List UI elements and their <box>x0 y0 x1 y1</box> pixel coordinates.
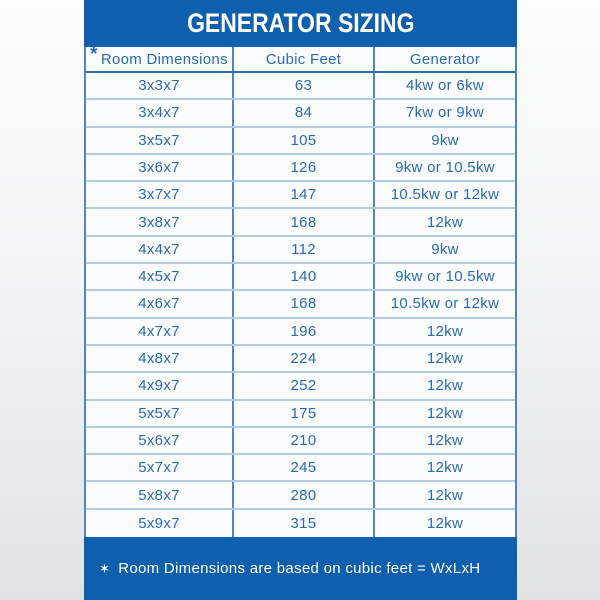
cubic-feet-cell: 126 <box>234 155 375 180</box>
cubic-feet-cell: 210 <box>234 428 375 453</box>
generator-cell: 12kw <box>426 514 464 532</box>
generator-cell: 12kw <box>426 213 464 231</box>
generator-cell: 9kw or 10.5kw <box>395 159 495 177</box>
table-row <box>86 510 515 537</box>
table-row <box>86 319 515 346</box>
cubic-feet-cell: 140 <box>234 264 375 289</box>
footnote-bar <box>84 537 517 600</box>
cubic-feet-cell: 315 <box>234 510 375 537</box>
generator-cell: 12kw <box>426 322 464 340</box>
generator-sizing-panel <box>84 0 517 600</box>
room-dimensions-cell: 3x7x7 <box>86 182 234 207</box>
room-dimensions-cell: 3x3x7 <box>86 73 234 98</box>
table-row <box>86 291 515 318</box>
generator-cell: 12kw <box>426 404 464 422</box>
cubic-feet-cell: 280 <box>234 482 375 507</box>
table-row <box>86 373 515 400</box>
table-row <box>86 237 515 264</box>
room-dimensions-cell: 4x5x7 <box>86 264 234 289</box>
header-generator: Generator <box>409 50 481 68</box>
footnote-text: Room Dimensions are based on cubic feet = WxLxH <box>118 560 481 577</box>
room-dimensions-cell: 4x4x7 <box>86 237 234 262</box>
table-row <box>86 209 515 236</box>
cubic-feet-cell: 84 <box>234 100 375 125</box>
generator-cell: 7kw or 9kw <box>405 104 485 122</box>
table-row <box>86 482 515 509</box>
cubic-feet-cell: 147 <box>234 182 375 207</box>
table-header-row <box>86 47 515 73</box>
table-row <box>86 128 515 155</box>
generator-cell: 4kw or 6kw <box>405 77 485 95</box>
cubic-feet-cell: 168 <box>234 291 375 316</box>
table-row <box>86 455 515 482</box>
cubic-feet-cell: 252 <box>234 373 375 398</box>
room-dimensions-cell: 3x8x7 <box>86 209 234 234</box>
room-dimensions-cell: 5x8x7 <box>86 482 234 507</box>
cubic-feet-cell: 168 <box>234 209 375 234</box>
room-dimensions-cell: 5x6x7 <box>86 428 234 453</box>
table-row <box>86 346 515 373</box>
header-room-dimensions-label: Room Dimensions <box>100 50 228 68</box>
generator-cell: 9kw <box>431 131 459 149</box>
sizing-table <box>84 47 517 537</box>
generator-cell: 9kw or 10.5kw <box>395 268 495 286</box>
room-dimensions-cell: 4x7x7 <box>86 319 234 344</box>
table-row <box>86 182 515 209</box>
room-dimensions-cell: 3x4x7 <box>86 100 234 125</box>
cubic-feet-cell: 112 <box>234 237 375 262</box>
cubic-feet-cell: 196 <box>234 319 375 344</box>
cubic-feet-cell: 63 <box>234 73 375 98</box>
generator-cell: 10.5kw or 12kw <box>390 186 500 204</box>
cubic-feet-cell: 245 <box>234 455 375 480</box>
generator-cell: 12kw <box>426 486 464 504</box>
table-row <box>86 264 515 291</box>
generator-cell: 12kw <box>426 459 464 477</box>
table-row <box>86 428 515 455</box>
cubic-feet-cell: 175 <box>234 401 375 426</box>
table-row <box>86 401 515 428</box>
cubic-feet-cell: 224 <box>234 346 375 371</box>
room-dimensions-cell: 4x9x7 <box>86 373 234 398</box>
header-room-dimensions: * Room Dimensions <box>86 47 234 71</box>
generator-cell: 12kw <box>426 377 464 395</box>
generator-cell: 9kw <box>431 240 459 258</box>
generator-cell: 10.5kw or 12kw <box>390 295 500 313</box>
room-dimensions-cell: 5x9x7 <box>86 510 234 537</box>
generator-cell: 12kw <box>426 431 464 449</box>
room-dimensions-cell: 4x6x7 <box>86 291 234 316</box>
generator-cell: 12kw <box>426 350 464 368</box>
cubic-feet-cell: 105 <box>234 128 375 153</box>
title-banner <box>84 0 517 47</box>
room-dimensions-cell: 3x5x7 <box>86 128 234 153</box>
table-row <box>86 155 515 182</box>
room-dimensions-cell: 4x8x7 <box>86 346 234 371</box>
room-dimensions-cell: 5x7x7 <box>86 455 234 480</box>
star-icon: ✶ <box>99 560 111 576</box>
room-dimensions-cell: 5x5x7 <box>86 401 234 426</box>
table-row <box>86 73 515 100</box>
table-row <box>86 100 515 127</box>
header-cubic-feet: Cubic Feet <box>234 47 375 71</box>
page-title: GENERATOR SIZING <box>186 8 415 38</box>
room-dimensions-cell: 3x6x7 <box>86 155 234 180</box>
